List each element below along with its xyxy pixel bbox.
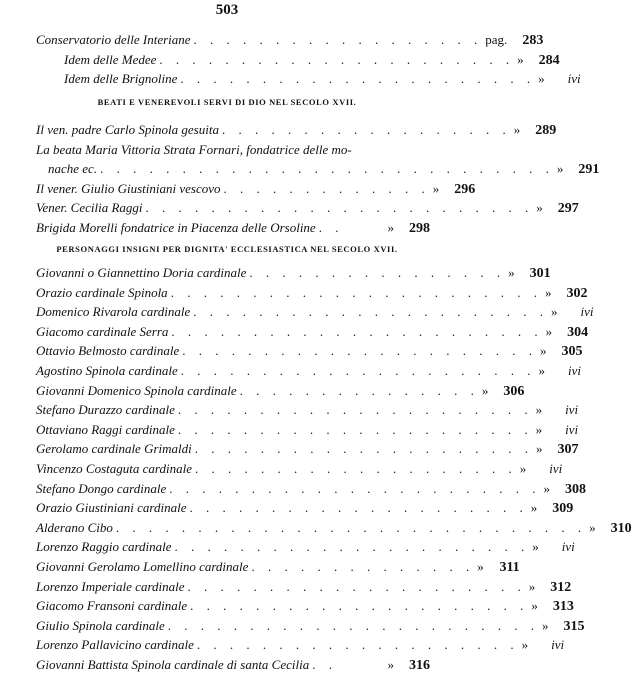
toc-entry	[36, 283, 588, 303]
page-ref: ivi	[565, 402, 579, 418]
page-marker: »	[544, 284, 552, 300]
dot-leader: . . . . . . . . . . . . . . . . . . . . . . .	[169, 480, 541, 496]
page-ref: 316	[409, 657, 430, 673]
dot-leader: . . . . . . . . . . . . . . . . . . . . . . .	[171, 323, 543, 339]
entry-title: Giovanni Battista Spinola cardinale di santa Cecilia	[36, 656, 310, 672]
page-ref: 311	[499, 559, 520, 575]
toc-entry	[36, 577, 572, 597]
entry-title: Conservatorio delle Interiane	[36, 32, 191, 47]
page-ref: 312	[550, 579, 572, 595]
page-ref: 289	[535, 123, 557, 138]
toc-entry	[36, 50, 560, 70]
page-ref: 284	[538, 52, 560, 68]
venerable-entries	[36, 120, 600, 238]
page-marker: »	[481, 382, 489, 398]
dot-leader: . . . . . . . . . . . . . . . . . . . . . . .	[167, 617, 540, 633]
toc-entry	[36, 635, 565, 655]
page-marker: »	[387, 219, 394, 235]
page-ref: ivi	[580, 304, 594, 320]
convent-entries	[36, 30, 581, 89]
toc-entry	[36, 479, 586, 499]
entry-title: Domenico Rivarola cardinale	[36, 304, 191, 320]
page-ref: 301	[529, 266, 551, 281]
dot-leader: . . . . . . . . . . . . . . . . . . . . .	[190, 598, 529, 614]
entry-title: Ottaviano Raggi cardinale	[36, 421, 175, 437]
dot-leader: . . . . . . . . . . . . . . . . . . . . . .	[177, 402, 533, 418]
page-ref: 307	[557, 442, 579, 458]
page-ref: 308	[564, 481, 586, 497]
dot-leader: . . . . . . . . . . . . . . . . . . . . . .	[180, 362, 536, 378]
toc-entry	[36, 263, 551, 283]
dot-leader: . . . . . . . . . . . . . . . . . . . . . .	[193, 304, 549, 320]
entry-title: Lorenzo Raggio cardinale	[36, 539, 172, 555]
page-ref: 309	[552, 501, 574, 517]
page-ref: 310	[610, 520, 632, 536]
toc-entry	[36, 596, 574, 616]
dot-leader: . . . . . . . . . . . . . . . . . .	[221, 122, 511, 137]
entry-title: Brigida Morelli fondatrice in Piacenza delle Orsoline	[36, 219, 316, 235]
toc-entry	[36, 198, 579, 218]
page-marker: »	[535, 421, 543, 437]
dot-leader: . .	[312, 656, 337, 672]
dot-leader: . . . . . . . . . . . . . . . . . . . .	[196, 637, 519, 653]
entry-title: nache ec.	[48, 161, 98, 177]
page-number: 503	[215, 2, 239, 18]
entry-title: Giovanni Domenico Spinola cardinale	[36, 382, 237, 398]
entry-title: Idem delle Brignoline	[64, 71, 178, 87]
page-marker: »	[531, 598, 538, 614]
page-marker: »	[551, 304, 558, 320]
entry-title: Vener. Cecilia Raggi	[36, 200, 143, 216]
page-marker: »	[538, 362, 546, 378]
page-ref: 304	[567, 324, 589, 340]
toc-entry	[36, 459, 563, 479]
toc-entry	[36, 322, 589, 342]
page-marker: »	[535, 402, 543, 418]
section-heading: BEATI E VENEREVOLI SERVI DI DIO NEL SECOLO XVII.	[97, 97, 357, 107]
page-ref: 305	[561, 344, 583, 360]
toc-entry	[36, 120, 557, 140]
page-marker: »	[477, 558, 484, 574]
dot-leader: . . . . . . . . . . . . . . . . . . . . . . . .	[145, 200, 534, 216]
page-marker: »	[545, 323, 553, 339]
toc-entry	[36, 616, 585, 636]
page-ref: ivi	[568, 362, 582, 378]
entry-title: Agostino Spinola cardinale	[36, 362, 178, 378]
toc-entry	[36, 537, 575, 557]
dot-leader: . . . . . . . . . . . . . . . . . . . . . .	[180, 71, 536, 87]
entry-title: Gerolamo cardinale Grimaldi	[36, 441, 192, 457]
page-marker: »	[532, 539, 539, 555]
dot-leader: . . . . . . . . . . . . . . . . . . . . . .	[174, 539, 530, 555]
toc-entry	[36, 439, 579, 459]
page-marker: »	[521, 637, 529, 653]
dot-leader: . . . . . . . . . . . . . . . . . . . . .	[187, 578, 526, 594]
toc-entry	[36, 420, 579, 440]
toc-entry	[36, 361, 582, 381]
page-marker: »	[542, 617, 549, 633]
entry-title: Ottavio Belmosto cardinale	[36, 343, 180, 359]
entry-title: Lorenzo Pallavicino cardinale	[36, 637, 194, 653]
page-marker: »	[536, 200, 543, 216]
page-marker: »	[530, 500, 538, 516]
toc-entry	[36, 179, 476, 199]
page-marker: »	[432, 180, 440, 196]
entry-title: Giovanni o Giannettino Doria cardinale	[36, 265, 247, 280]
toc-entry	[36, 69, 581, 89]
page-marker: »	[536, 441, 543, 457]
section-heading: PERSONAGGI INSIGNI PER DIGNITA' ECCLESIASTICA NEL SECOLO XVII.	[56, 244, 398, 254]
entry-title: Idem delle Medee	[64, 51, 157, 67]
toc-entry	[36, 655, 430, 675]
toc-entry	[36, 30, 544, 50]
page-marker: »	[513, 122, 521, 137]
toc-entry	[36, 302, 594, 322]
page-marker: »	[387, 656, 394, 672]
page-ref: 283	[522, 33, 544, 48]
page-ref: ivi	[561, 539, 575, 555]
dot-leader: . . . . . . . . . . . . . . . . . . . . . . . . . . . .	[100, 161, 554, 177]
entry-title: Vincenzo Costaguta cardinale	[36, 460, 192, 476]
page-marker: »	[519, 460, 527, 476]
toc-entry	[36, 518, 632, 538]
page-ref: 315	[563, 618, 585, 634]
dot-leader: . . . . . . . . . . . . . . . . . . . . . .	[182, 343, 537, 359]
page-ref: 298	[409, 220, 430, 236]
page-marker: »	[589, 519, 596, 535]
entry-title: Giacomo Fransoni cardinale	[36, 598, 188, 614]
dot-leader: . . . . . . . . . . . . . . . . . . . . . . . . . . . . .	[115, 519, 587, 535]
entry-title: Orazio cardinale Spinola	[36, 284, 168, 300]
toc-entry	[36, 381, 525, 401]
dot-leader: . . . . . . . . . . . . . . .	[239, 382, 479, 398]
page-ref: 302	[566, 285, 588, 301]
dot-leader: . . . . . . . . . . . . . . . . . .	[193, 32, 483, 47]
dot-leader: . . . . . . . . . . . . . .	[251, 558, 475, 574]
toc-entry	[36, 341, 583, 361]
entry-title: Il ven. padre Carlo Spinola gesuita	[36, 122, 219, 137]
toc-entry	[36, 498, 574, 518]
entry-title: Stefano Durazzo cardinale	[36, 402, 175, 418]
toc-entry	[36, 400, 579, 420]
page-marker: »	[556, 161, 564, 177]
page-ref: 297	[557, 201, 579, 217]
cardinal-entries	[36, 263, 632, 674]
page-marker: »	[508, 265, 515, 280]
entry-title: Lorenzo Imperiale cardinale	[36, 578, 185, 594]
page-marker: »	[538, 71, 545, 87]
entry-title: Giacomo cardinale Serra	[36, 323, 169, 339]
page-marker: »	[528, 578, 536, 594]
dot-leader: . .	[318, 219, 344, 235]
dot-leader: . . . . . . . . . . . . . . . .	[249, 265, 506, 280]
page-ref: 291	[578, 162, 600, 178]
page-ref: ivi	[565, 421, 579, 437]
dot-leader: . . . . . . . . . . . . . . . . . . . . .	[189, 500, 528, 516]
page-ref: ivi	[567, 71, 581, 87]
entry-title: Stefano Dongo cardinale	[36, 480, 167, 496]
dot-leader: . . . . . . . . . . . . . . . . . . . . . .	[177, 421, 533, 437]
dot-leader: . . . . . . . . . . . . . . . . . . . . . .	[159, 51, 515, 67]
toc-entry	[36, 218, 430, 238]
page-ref: 296	[454, 181, 476, 197]
dot-leader: . . . . . . . . . . . . . . . . . . . . . . .	[170, 284, 542, 300]
page-marker: pag.	[485, 32, 508, 47]
dot-leader: . . . . . . . . . . . . . . . . . . . . .	[194, 441, 533, 457]
dot-leader: . . . . . . . . . . . . . . . . . . . .	[194, 460, 517, 476]
page-marker: »	[539, 343, 547, 359]
page-ref: ivi	[549, 460, 563, 476]
entry-title: Orazio Giustiniani cardinale	[36, 500, 187, 516]
toc-entry	[36, 159, 600, 179]
entry-title: Il vener. Giulio Giustiniani vescovo	[36, 180, 221, 196]
entry-title: Giulio Spinola cardinale	[36, 617, 165, 633]
page-ref: ivi	[551, 637, 565, 653]
toc-entry	[36, 557, 520, 577]
entry-title: Alderano Cibo	[36, 519, 113, 535]
page-ref: 306	[503, 383, 525, 399]
entry-title: Giovanni Gerolamo Lomellino cardinale	[36, 558, 249, 574]
page-ref: 313	[552, 599, 574, 615]
page-marker: »	[543, 480, 550, 496]
dot-leader: . . . . . . . . . . . . .	[223, 180, 430, 196]
toc-entry-wrapped-line: La beata Maria Vittoria Strata Fornari, fondatrice delle mo-	[36, 141, 352, 157]
page-marker: »	[517, 51, 524, 67]
